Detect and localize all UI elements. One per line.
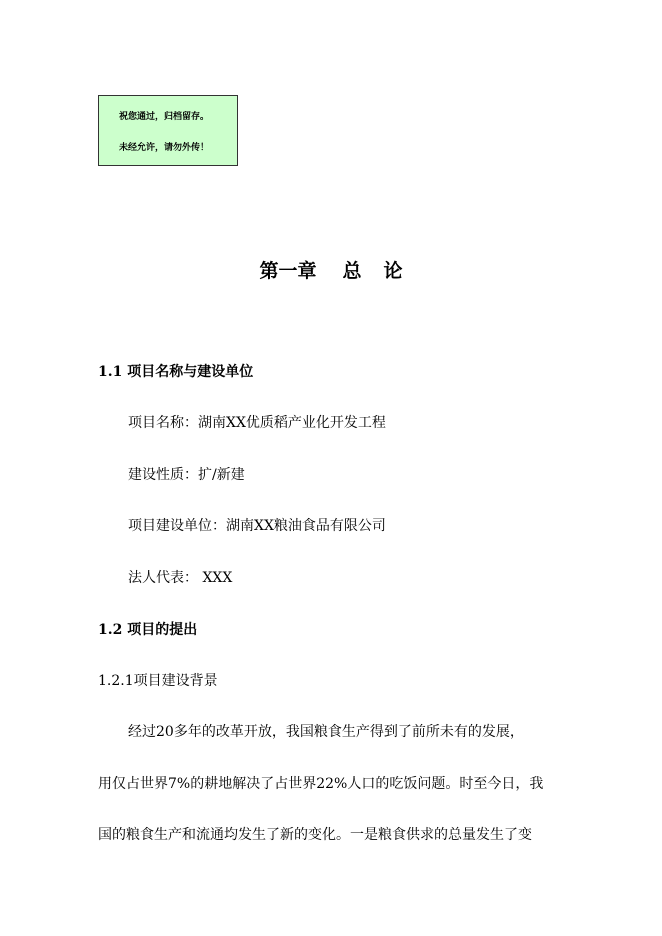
notice-line-1: 祝您通过，归档留存。 (119, 112, 210, 122)
subsection-heading-1-2-1: 1.2.1项目建设背景 (98, 673, 218, 689)
project-name-line: 项目名称：湖南XX优质稻产业化开发工程 (128, 415, 386, 431)
construction-unit-line: 项目建设单位：湖南XX粮油食品有限公司 (128, 518, 386, 534)
legal-representative-line: 法人代表： XXX (128, 570, 233, 586)
chapter-number: 第一章 (259, 260, 317, 282)
body-paragraph-line-3: 国的粮食生产和流通均发生了新的变化。一是粮食供求的总量发生了变 (98, 827, 532, 843)
section-heading-1-2: 1.2 项目的提出 (98, 622, 198, 638)
notice-box (98, 95, 238, 166)
section-heading-1-1: 1.1 项目名称与建设单位 (98, 364, 254, 380)
body-paragraph-line-2: 用仅占世界7%的耕地解决了占世界22%人口的吃饭问题。时至今日，我 (98, 776, 544, 792)
chapter-title (0, 256, 662, 283)
body-paragraph-line-1: 经过20多年的改革开放，我国粮食生产得到了前所未有的发展， (128, 724, 524, 740)
notice-line-2: 未经允许，请勿外传！ (119, 143, 210, 153)
construction-type-line: 建设性质：扩/新建 (128, 467, 245, 483)
chapter-name: 总论 (342, 260, 425, 282)
